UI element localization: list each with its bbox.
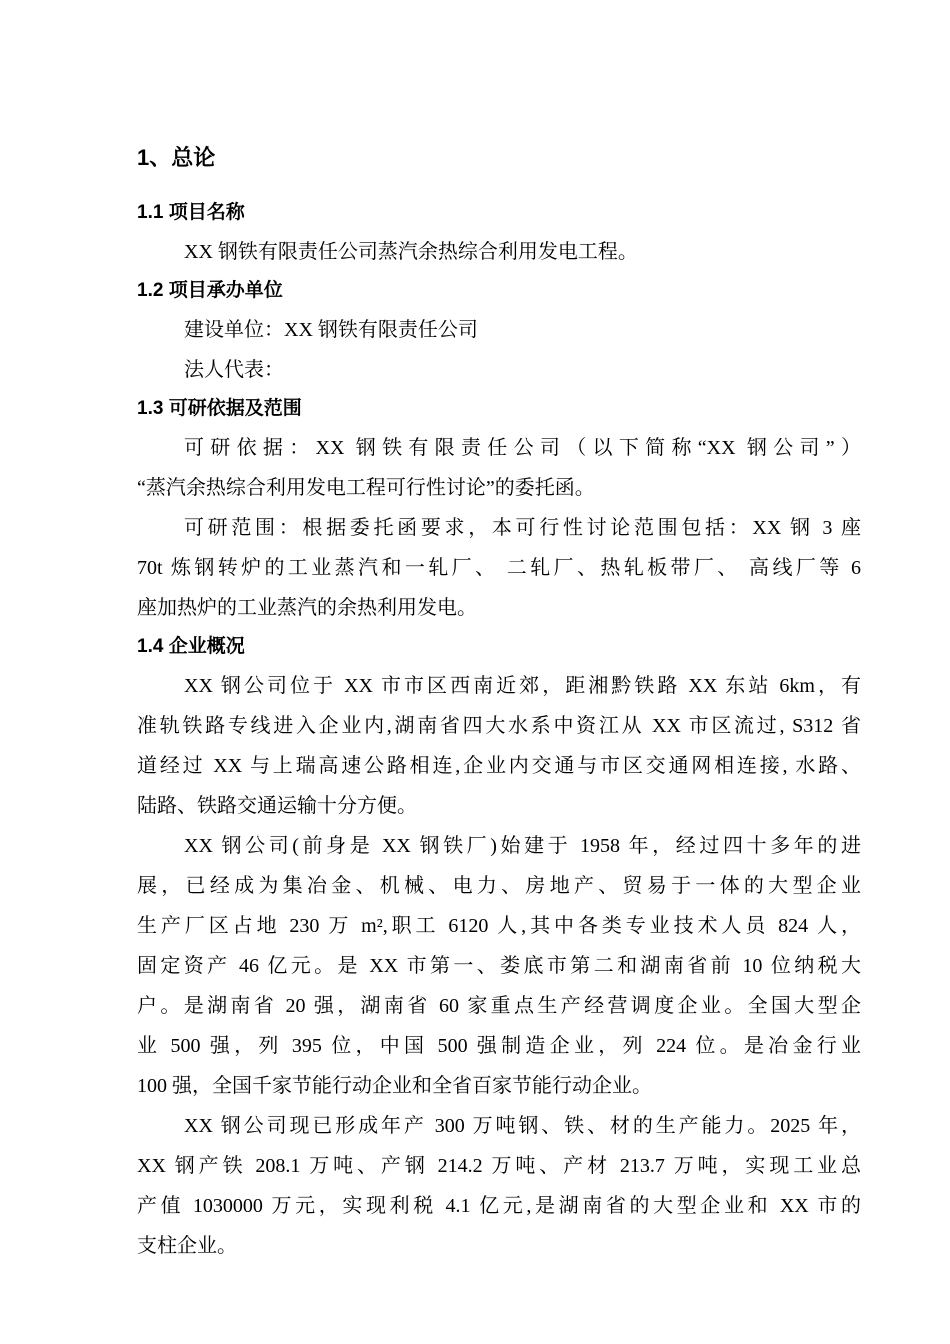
overview-paragraph-location (137, 666, 861, 826)
paragraph-line: 业 500 强，列 395 位，中国 500 强制造企业，列 224 位。是冶金行业 (137, 1035, 861, 1057)
overview-paragraph-capacity (137, 1106, 861, 1266)
paragraph-line: 固定资产 46 亿元。是 XX 市第一、娄底市第二和湖南省前 10 位纳税大 (137, 955, 861, 977)
paragraph-line: 生产厂区占地 230 万 m²,职工 6120 人,其中各类专业技术人员 824 人， (137, 915, 861, 937)
paragraph-line: 准轨铁路专线进入企业内,湖南省四大水系中资江从 XX 市区流过, S312 省 (137, 715, 861, 737)
subsection-heading-project-name: 1.1 项目名称 (137, 202, 245, 223)
scope-paragraph (137, 508, 861, 628)
builder-line: 建设单位：XX 钢铁有限责任公司 (184, 319, 478, 341)
paragraph-line: 展，已经成为集冶金、机械、电力、房地产、贸易于一体的大型企业 (137, 875, 861, 897)
project-name-text (137, 232, 861, 272)
paragraph-line: 产值 1030000 万元，实现利税 4.1 亿元,是湖南省的大型企业和 XX 市的 (137, 1195, 861, 1217)
legal-representative-line: 法人代表： (184, 359, 284, 381)
paragraph-line: 道经过 XX 与上瑞高速公路相连,企业内交通与市区交通网相连接, 水路、 (137, 755, 861, 777)
paragraph-line: 70t 炼钢转炉的工业蒸汽和一轧厂、 二轧厂、热轧板带厂、 高线厂等 6 (137, 557, 861, 579)
paragraph-line: 100 强，全国千家节能行动企业和全省百家节能行动企业。 (137, 1075, 652, 1097)
paragraph-line: 可研依据：XX 钢铁有限责任公司（以下简称“XX 钢公司”） (184, 437, 861, 459)
paragraph-line: XX 钢公司现已形成年产 300 万吨钢、铁、材的生产能力。2025 年， (184, 1115, 861, 1137)
subsection-heading-undertaking-unit: 1.2 项目承办单位 (137, 280, 283, 301)
paragraph-line: 支柱企业。 (137, 1235, 237, 1257)
section-heading-general: 1、总论 (137, 145, 216, 170)
paragraph-line: 陆路、铁路交通运输十分方便。 (137, 795, 417, 817)
overview-paragraph-history (137, 826, 861, 1106)
basis-paragraph (137, 428, 861, 508)
paragraph-line: 可研范围：根据委托函要求，本可行性讨论范围包括：XX 钢 3 座 (184, 517, 861, 539)
undertaking-unit-text (137, 310, 861, 390)
subsection-heading-basis-scope: 1.3 可研依据及范围 (137, 398, 302, 419)
paragraph-line: 户。是湖南省 20 强，湖南省 60 家重点生产经营调度企业。全国大型企 (137, 995, 861, 1017)
paragraph-line: 座加热炉的工业蒸汽的余热利用发电。 (137, 597, 477, 619)
paragraph-line: “蒸汽余热综合利用发电工程可行性讨论”的委托函。 (137, 477, 595, 499)
paragraph-line: XX 钢铁有限责任公司蒸汽余热综合利用发电工程。 (184, 241, 638, 263)
paragraph-line: XX 钢公司(前身是 XX 钢铁厂)始建于 1958 年，经过四十多年的进 (184, 835, 861, 857)
document-body (137, 138, 861, 1266)
subsection-heading-company-overview: 1.4 企业概况 (137, 636, 245, 657)
paragraph-line: XX 钢产铁 208.1 万吨、产钢 214.2 万吨、产材 213.7 万吨，实现工业总 (137, 1155, 861, 1177)
paragraph-line: XX 钢公司位于 XX 市市区西南近郊，距湘黔铁路 XX 东站 6km，有 (184, 675, 861, 697)
